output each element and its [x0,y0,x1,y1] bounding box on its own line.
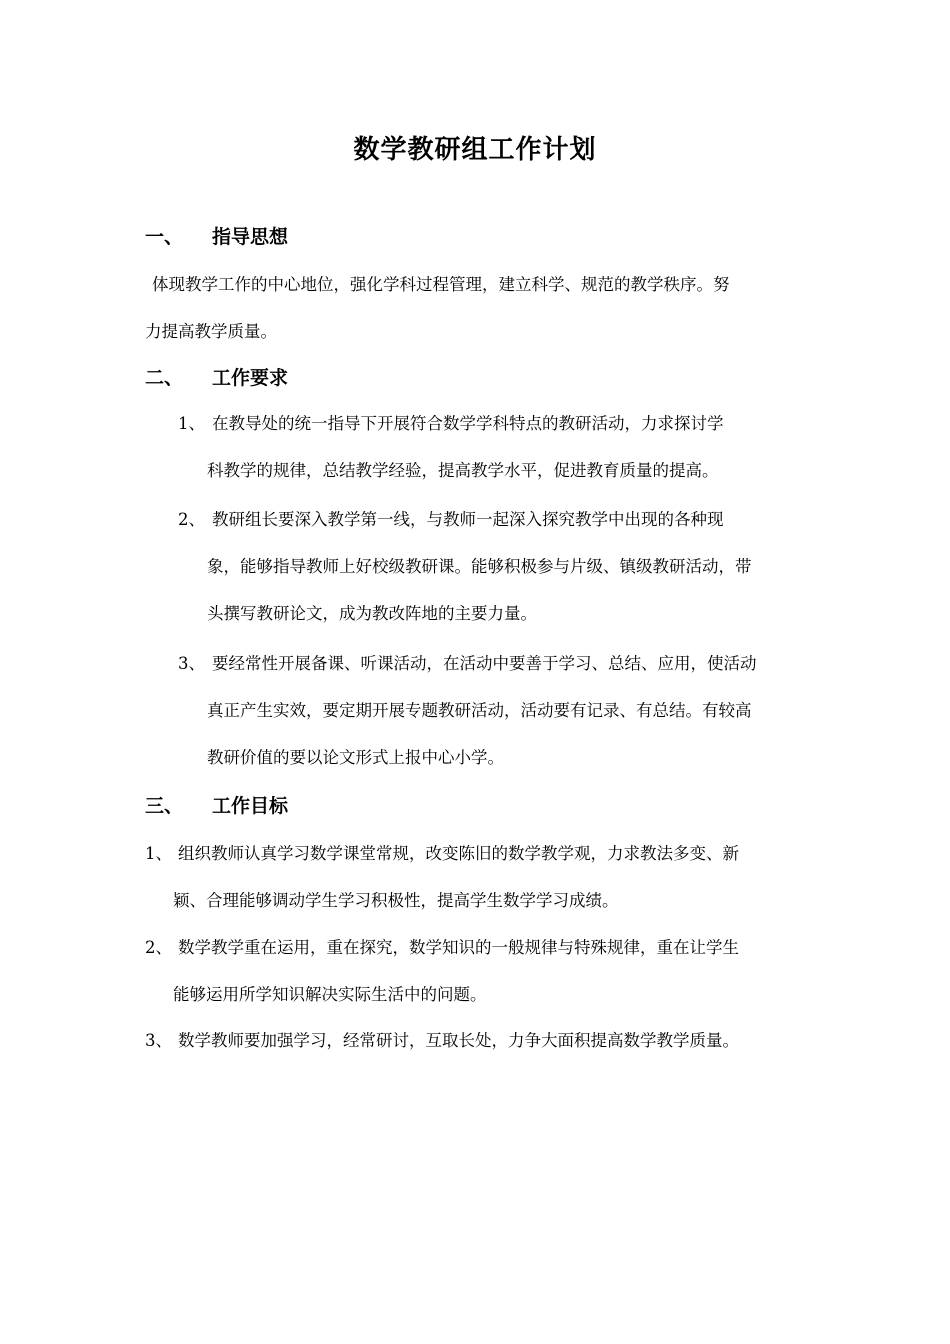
paragraph-line: 体现教学工作的中心地位，强化学科过程管理，建立科学、规范的教学秩序。努 [152,275,730,294]
list-item-index: 1、 [145,844,172,863]
list-item-line: 教研组长要深入教学第一线，与教师一起深入探究教学中出现的各种现 [212,510,724,529]
section-heading-guiding-ideology [145,222,288,252]
list-item [145,1017,815,1064]
section-number: 一、 [145,226,184,248]
list-item-index: 3、 [145,1031,172,1050]
list-item-index: 2、 [178,510,205,529]
list-item [145,830,815,924]
list-item-index: 1、 [178,414,205,433]
list-item-line: 教研价值的要以论文形式上报中心小学。 [207,748,504,767]
section-title: 指导思想 [212,226,289,248]
section-number: 三、 [145,795,184,817]
list-item-line: 能够运用所学知识解决实际生活中的问题。 [173,985,487,1004]
list-item-line: 数学教学重在运用，重在探究，数学知识的一般规律与特殊规律，重在让学生 [178,938,739,957]
list-item [178,640,818,781]
list-item-line: 组织教师认真学习数学课堂常规，改变陈旧的数学教学观，力求教法多变、新 [178,844,739,863]
section-number: 二、 [145,367,184,389]
list-item-line: 科教学的规律，总结教学经验，提高教学水平，促进教育质量的提高。 [207,461,719,480]
section-title: 工作目标 [212,795,289,817]
list-item-index: 3、 [178,654,205,673]
section-heading-work-requirements [145,363,288,393]
list-item-line: 要经常性开展备课、听课活动，在活动中要善于学习、总结、应用，使活动 [212,654,757,673]
list-item-line: 真正产生实效，要定期开展专题教研活动，活动要有记录、有总结。有较高 [207,701,752,720]
list-item [178,496,818,637]
section-title: 工作要求 [212,367,289,389]
list-item-index: 2、 [145,938,172,957]
document-title: 数学教研组工作计划 [353,135,597,165]
list-item-line: 象，能够指导教师上好校级教研课。能够积极参与片级、镇级教研活动，带 [207,557,752,576]
list-item [178,400,818,494]
list-item-line: 数学教师要加强学习，经常研讨，互取长处，力争大面积提高数学教学质量。 [178,1031,739,1050]
paragraph-line: 力提高教学质量。 [145,322,277,341]
list-item-line: 头撰写教研论文，成为教改阵地的主要力量。 [207,604,537,623]
list-item [145,924,815,1018]
list-item-line: 颖、合理能够调动学生学习积极性，提高学生数学学习成绩。 [173,891,619,910]
list-item-line: 在教导处的统一指导下开展符合数学学科特点的教研活动，力求探讨学 [212,414,724,433]
section-heading-work-goals [145,791,288,821]
